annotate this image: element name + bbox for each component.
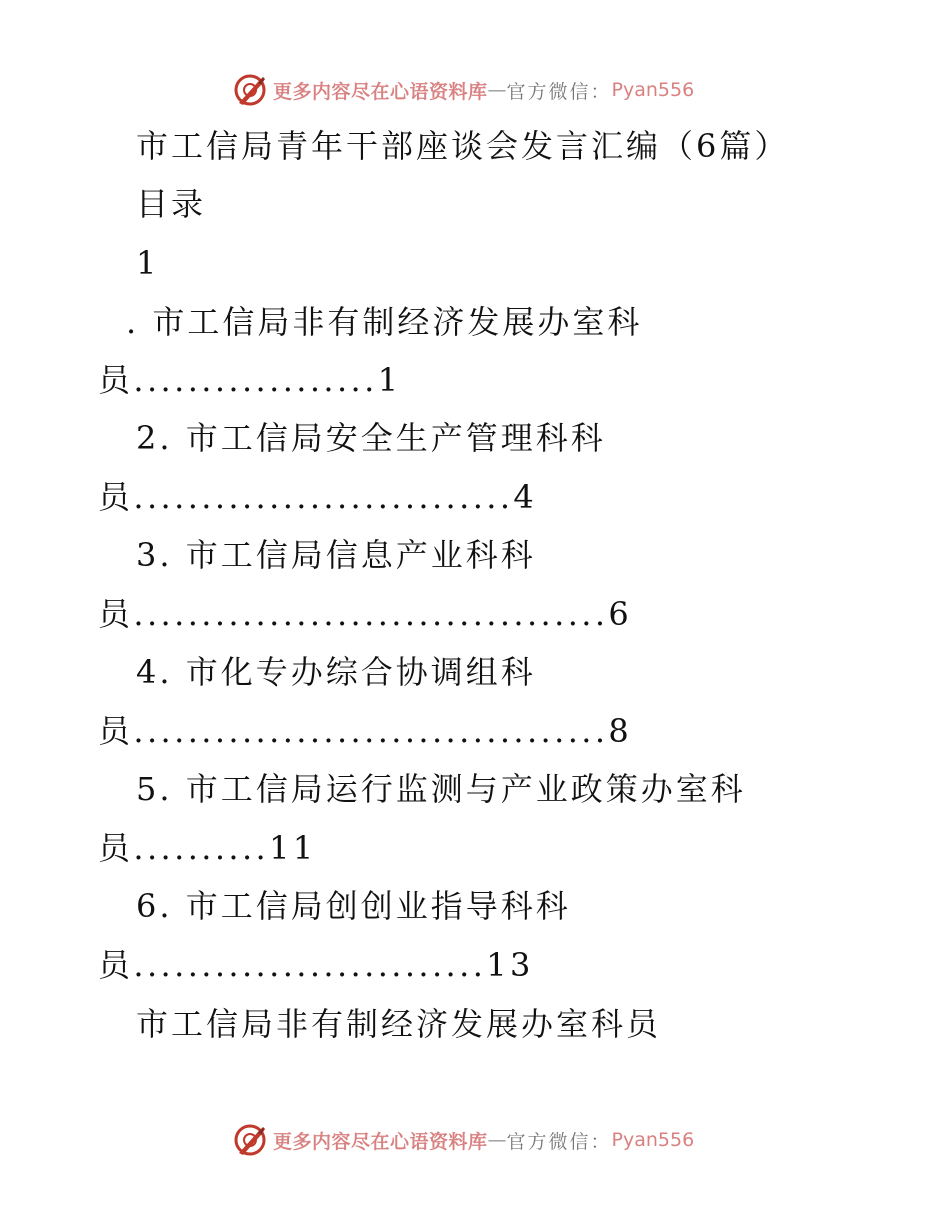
- document-title: 市工信局青年干部座谈会发言汇编（6篇）: [136, 127, 790, 165]
- toc-number: 1: [136, 244, 160, 282]
- toc-entry-6-page[interactable]: 员..........................13: [98, 946, 534, 984]
- banner-separator: —: [487, 79, 507, 101]
- banner-wechat-label: 官方微信：: [506, 1130, 612, 1153]
- toc-entry-5-page[interactable]: 员..........11: [98, 829, 317, 867]
- pen-logo-icon: [233, 1123, 267, 1157]
- toc-entry-4-title[interactable]: 4. 市化专办综合协调组科: [136, 653, 536, 691]
- toc-entry-3-title[interactable]: 3. 市工信局信息产业科科: [136, 536, 536, 574]
- toc-entry-5-title[interactable]: 5. 市工信局运行监测与产业政策办室科: [136, 770, 746, 808]
- header-banner: [233, 72, 694, 108]
- toc-entry-1-page[interactable]: 员..................1: [98, 361, 402, 399]
- section-heading: 市工信局非有制经济发展办室科员: [136, 1005, 662, 1043]
- pen-logo-icon: [233, 73, 267, 107]
- toc-entry-6-title[interactable]: 6. 市工信局创创业指导科科: [136, 887, 571, 925]
- footer-banner: [233, 1122, 694, 1158]
- banner-wechat-id: Pyan556: [611, 79, 695, 101]
- toc-entry-3-page[interactable]: 员...................................6: [98, 595, 633, 633]
- toc-entry-4-page[interactable]: 员...................................8: [98, 712, 633, 750]
- banner-site-text: 更多内容尽在心语资料库: [273, 1130, 488, 1153]
- banner-site-text: 更多内容尽在心语资料库: [273, 80, 488, 103]
- toc-heading: 目录: [136, 185, 207, 223]
- toc-entry-1-title[interactable]: . 市工信局非有制经济发展办室科: [126, 303, 643, 341]
- toc-entry-2-title[interactable]: 2. 市工信局安全生产管理科科: [136, 419, 606, 457]
- banner-separator: —: [487, 1129, 507, 1151]
- banner-wechat-label: 官方微信：: [506, 80, 612, 103]
- banner-wechat-id: Pyan556: [611, 1129, 695, 1151]
- toc-entry-2-page[interactable]: 员............................4: [98, 478, 538, 516]
